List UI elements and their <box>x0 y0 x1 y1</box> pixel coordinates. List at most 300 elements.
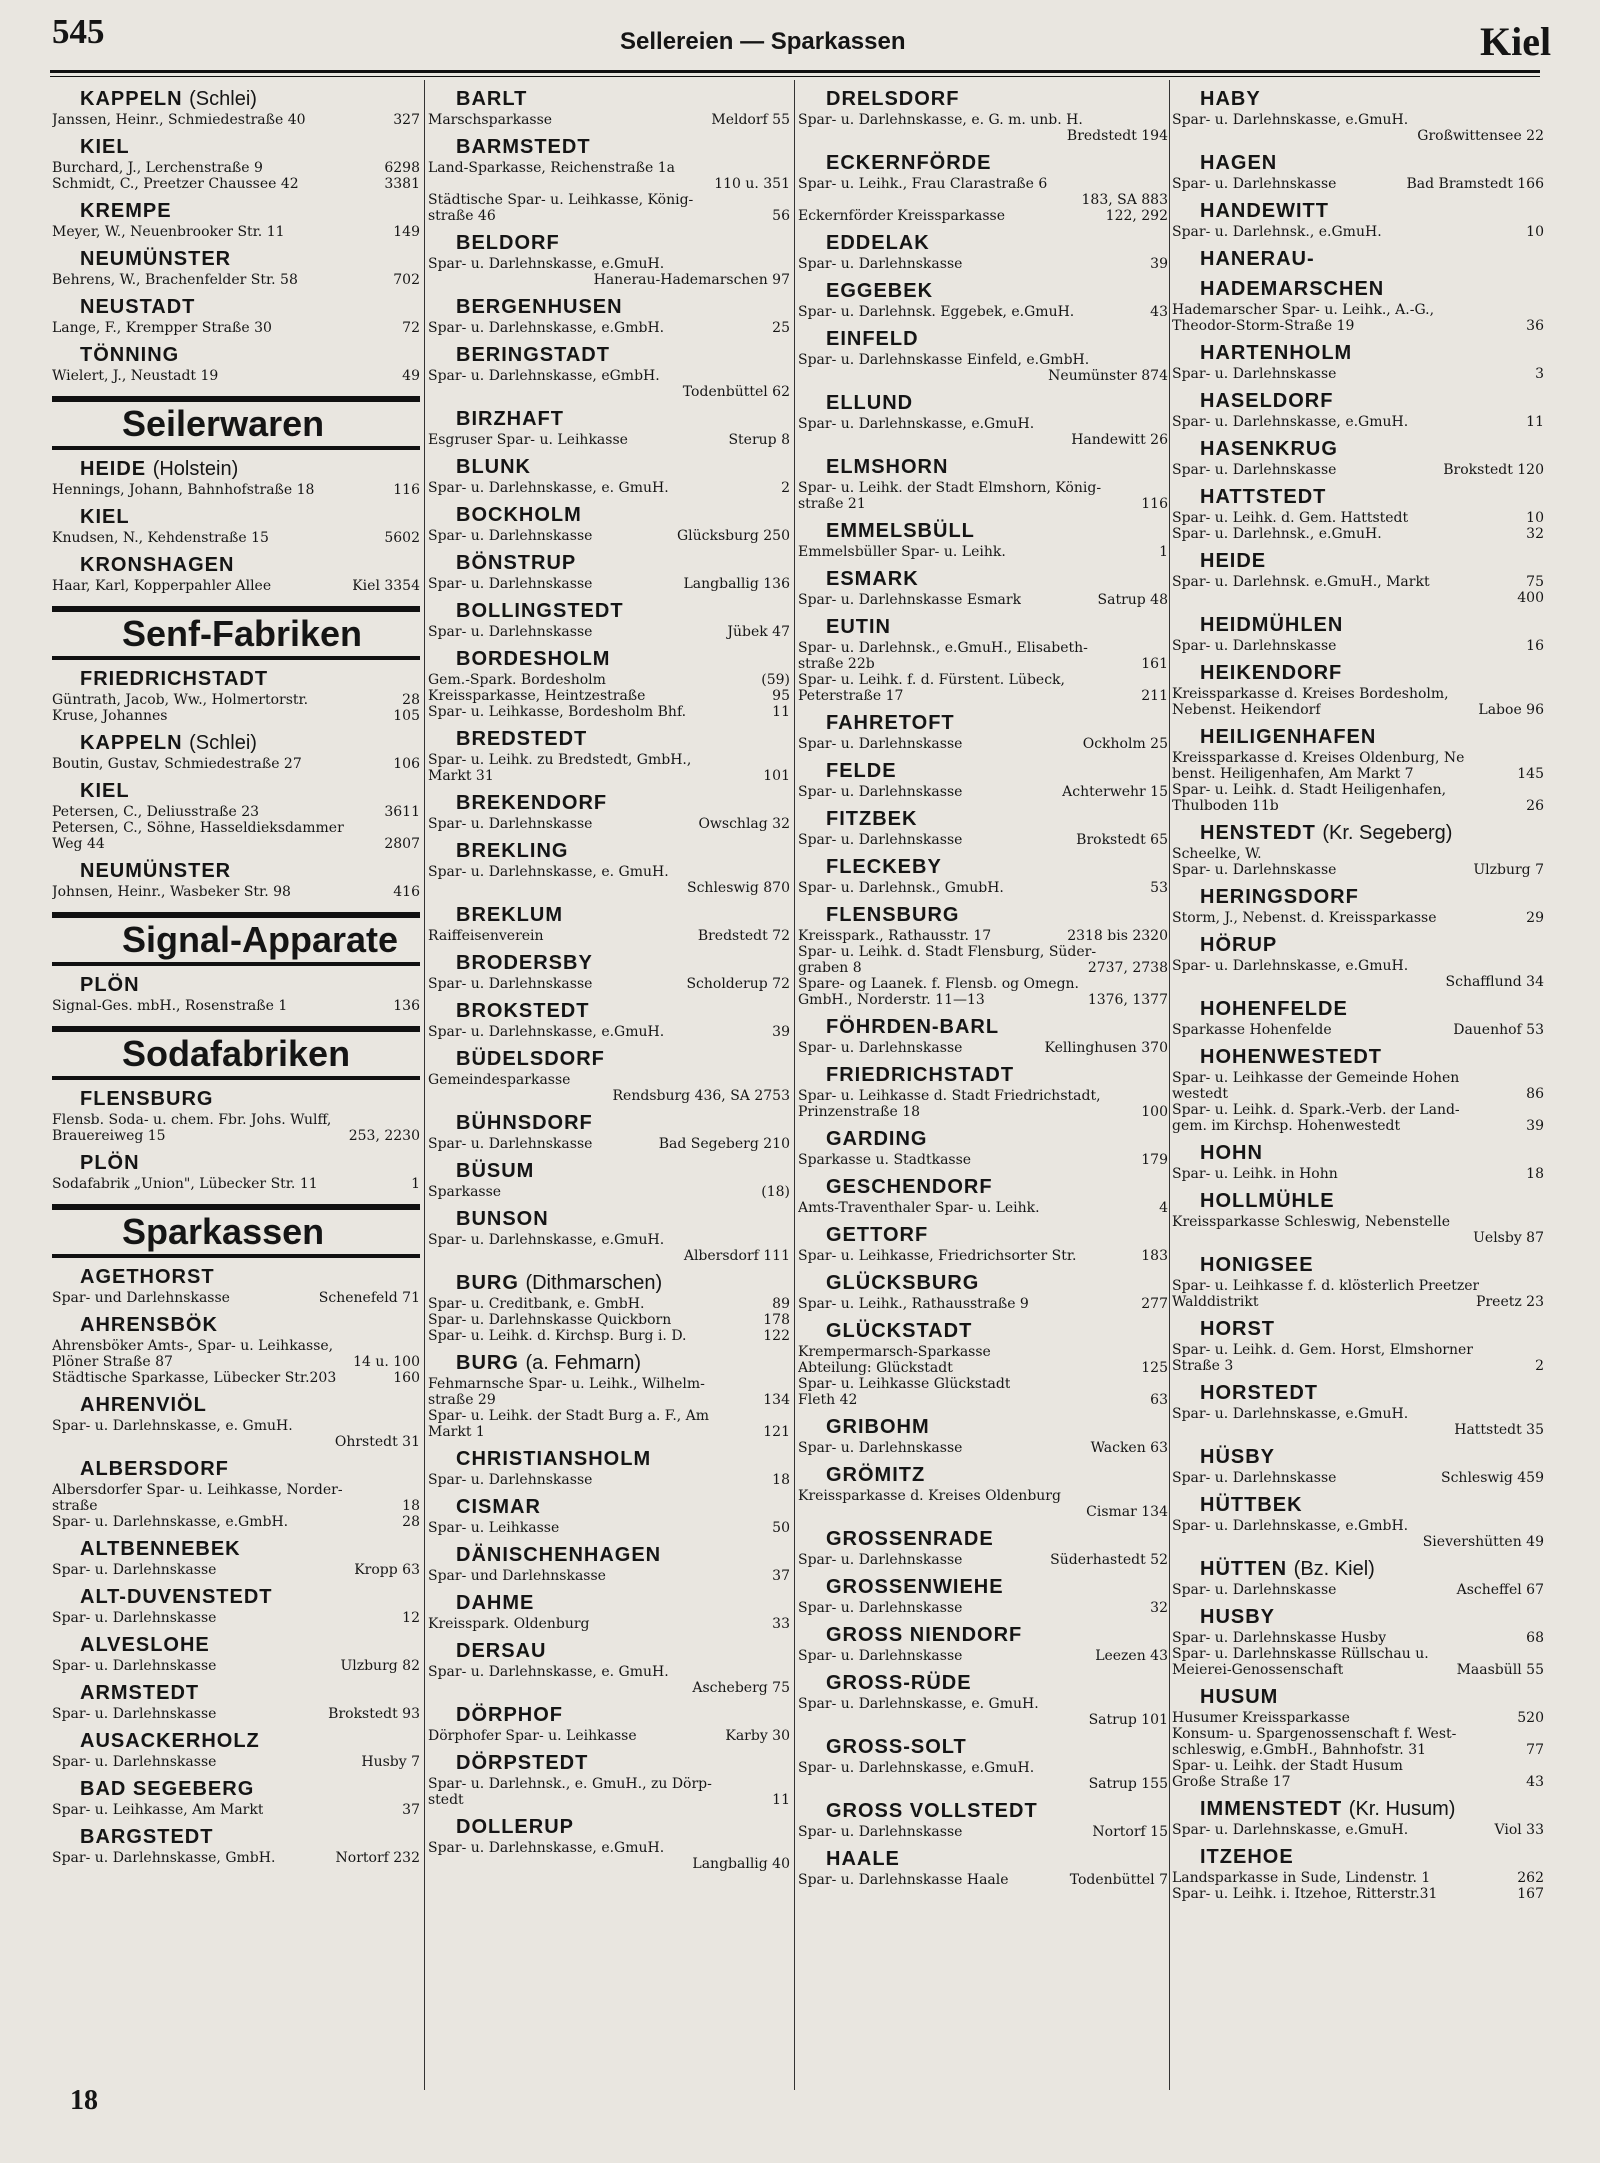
listing-phone <box>784 1072 790 1088</box>
place-name: FLENSBURG <box>80 1088 214 1110</box>
place-heading <box>80 88 420 110</box>
place-heading <box>80 1826 420 1848</box>
place-heading <box>456 1272 790 1294</box>
listing-phone: 12 <box>402 1610 420 1626</box>
listing-text: Esgruser Spar- u. Leihkasse <box>428 432 628 448</box>
listing-text: Spar- u. Darlehnsk. Eggebek, e.GmuH. <box>798 304 1075 320</box>
listing-row <box>1172 1166 1544 1182</box>
listing-text: Ahrensböker Amts-, Spar- u. Leihkasse, <box>52 1338 334 1354</box>
listing-row <box>798 352 1168 368</box>
listing-text: Spar- u. Darlehnsk. e.GmuH., Markt <box>1172 574 1430 590</box>
listing-phone <box>1162 416 1168 432</box>
place-name: HASENKRUG <box>1200 438 1338 460</box>
place-name: EDDELAK <box>826 232 930 254</box>
place-name: BIRZHAFT <box>456 408 564 430</box>
listing-row <box>428 256 790 272</box>
listing-phone <box>1538 1214 1544 1230</box>
listing-row <box>428 1232 790 1248</box>
listing-phone: 3381 <box>384 176 420 192</box>
place-heading <box>456 1208 790 1230</box>
listing-row <box>52 1176 420 1192</box>
listing-text: Spar- u. Darlehnskasse, e. GmuH. <box>428 864 669 880</box>
listing-phone: 50 <box>772 1520 790 1536</box>
listing-row <box>798 656 1168 672</box>
place-name: HAGEN <box>1200 152 1278 174</box>
place-heading <box>1200 1558 1544 1580</box>
listing-phone: 1 <box>1159 544 1168 560</box>
listing-text: Spar- u. Darlehnskasse, e.GmuH. <box>1172 958 1409 974</box>
listing-row <box>1172 750 1544 766</box>
listing-phone <box>1538 958 1544 974</box>
listing-text: Signal-Ges. mbH., Rosenstraße 1 <box>52 998 288 1014</box>
place-heading <box>456 1752 790 1774</box>
place-heading <box>1200 342 1544 364</box>
listing-phone: 145 <box>1517 766 1544 782</box>
listing-text: Behrens, W., Brachenfelder Str. 58 <box>52 272 298 288</box>
place-name: HOHENFELDE <box>1200 998 1348 1020</box>
listing-text: Sparkasse Hohenfelde <box>1172 1022 1332 1038</box>
place-name: AUSACKERHOLZ <box>80 1730 260 1752</box>
place-name: HÖRUP <box>1200 934 1278 956</box>
listing-phone: Schleswig 459 <box>1441 1470 1544 1486</box>
listing-phone: 121 <box>763 1424 790 1440</box>
place-name: GROSSENWIEHE <box>826 1576 1004 1598</box>
place-name: HANDEWITT <box>1200 200 1329 222</box>
listing-row <box>428 1024 790 1040</box>
listing-row <box>1172 974 1544 990</box>
listing-phone: Todenbüttel 7 <box>1069 1872 1168 1888</box>
place-qualifier: (Kr. Segeberg) <box>1322 822 1453 844</box>
listing-text: Spar- u. Leihk. zu Bredstedt, GmbH., <box>428 752 692 768</box>
listing-phone <box>784 752 790 768</box>
place-heading <box>826 1176 1168 1198</box>
listing-text: Spar- u. Darlehnskasse, e. GmuH. <box>428 1664 669 1680</box>
place-name: DÖRPSTEDT <box>456 1752 589 1774</box>
listing-row <box>1172 1870 1544 1886</box>
place-name: NEUMÜNSTER <box>80 860 232 882</box>
listing-row <box>52 1290 420 1306</box>
listing-phone: 400 <box>1517 590 1544 606</box>
listing-row <box>1172 910 1544 926</box>
listing-phone: Dauenhof 53 <box>1453 1022 1544 1038</box>
listing-phone: 116 <box>1141 496 1168 512</box>
listing-text: Spar- u. Leihk. der Stadt Burg a. F., Am <box>428 1408 710 1424</box>
listing-row <box>428 272 790 288</box>
listing-phone: 77 <box>1526 1742 1544 1758</box>
listing-phone: 3 <box>1535 366 1544 382</box>
listing-phone: 160 <box>393 1370 420 1386</box>
listing-text: Spar- u. Darlehnskasse <box>52 1706 217 1722</box>
place-heading <box>1200 726 1544 748</box>
listing-text: Spar- u. Darlehnskasse Esmark <box>798 592 1022 608</box>
running-title: Sellereien — Sparkassen <box>620 28 906 55</box>
place-heading <box>826 1464 1168 1486</box>
listing-row <box>1172 862 1544 878</box>
listing-text: Kreissparkasse, Heintzestraße <box>428 688 646 704</box>
listing-phone: 68 <box>1526 1630 1544 1646</box>
listing-phone <box>1538 1518 1544 1534</box>
listing-text: Lange, F., Krempper Straße 30 <box>52 320 272 336</box>
place-name: ELMSHORN <box>826 456 949 478</box>
listing-text: Spar- u. Darlehnskasse, e. GmuH. <box>798 1696 1039 1712</box>
listing-text: Spar- u. Darlehnskasse <box>52 1610 217 1626</box>
listing-row <box>428 1088 790 1104</box>
listing-row <box>428 208 790 224</box>
place-heading <box>456 232 790 254</box>
place-name: HÜSBY <box>1200 1446 1276 1468</box>
listing-phone <box>1162 1088 1168 1104</box>
listing-row <box>1172 686 1544 702</box>
listing-text: GmbH., Norderstr. 11—13 <box>798 992 985 1008</box>
listing-row <box>428 1568 790 1584</box>
place-heading <box>456 1048 790 1070</box>
listing-phone: Preetz 23 <box>1476 1294 1544 1310</box>
listing-phone: Ulzburg 7 <box>1473 862 1544 878</box>
listing-text: Spar- u. Darlehnskasse <box>1172 366 1337 382</box>
listing-phone <box>1162 480 1168 496</box>
listing-row <box>798 208 1168 224</box>
listing-row <box>428 1328 790 1344</box>
listing-phone: Ohrstedt 31 <box>334 1434 420 1450</box>
listing-phone: Hanerau-Hademarschen 97 <box>593 272 790 288</box>
listing-text: Straße 3 <box>1172 1358 1234 1374</box>
column-divider <box>1169 80 1170 2090</box>
place-name: HARTENHOLM <box>1200 342 1353 364</box>
listing-text: Güntrath, Jacob, Ww., Holmertorstr. <box>52 692 309 708</box>
listing-phone: 11 <box>772 704 790 720</box>
listing-text: Konsum- u. Spargenossenschaft f. West- <box>1172 1726 1457 1742</box>
listing-text: Spar- u. Darlehnskasse <box>428 1472 593 1488</box>
listing-row <box>428 1680 790 1696</box>
place-heading <box>826 88 1168 110</box>
place-name: GROSS VOLLSTEDT <box>826 1800 1038 1822</box>
place-heading <box>826 1320 1168 1342</box>
listing-phone: Satrup 155 <box>1088 1776 1168 1792</box>
place-heading <box>1200 550 1544 572</box>
place-name: HUSBY <box>1200 1606 1276 1628</box>
listing-row <box>428 928 790 944</box>
place-heading <box>456 88 790 110</box>
listing-phone: Satrup 101 <box>1088 1712 1168 1728</box>
place-name: GETTORF <box>826 1224 929 1246</box>
listing-row <box>428 672 790 688</box>
listing-row <box>428 160 790 176</box>
listing-phone <box>1162 976 1168 992</box>
place-qualifier: (Bz. Kiel) <box>1293 1558 1375 1580</box>
listing-text: Amts-Traventhaler Spar- u. Leihk. <box>798 1200 1040 1216</box>
listing-row <box>428 704 790 720</box>
place-name: ALBERSDORF <box>80 1458 229 1480</box>
place-heading <box>826 712 1168 734</box>
listing-text: Spar- u. Darlehnsk., e.GmuH. <box>1172 526 1382 542</box>
listing-row <box>52 368 420 384</box>
place-name: HÜTTEN <box>1200 1558 1288 1580</box>
listing-row <box>1172 414 1544 430</box>
listing-text: Spar- u. Darlehnskasse Husby <box>1172 1630 1387 1646</box>
listing-phone: 39 <box>1150 256 1168 272</box>
place-name: HAALE <box>826 1848 900 1870</box>
listing-phone <box>1538 1102 1544 1118</box>
listing-text: Peterstraße 17 <box>798 688 904 704</box>
listing-row <box>428 480 790 496</box>
place-qualifier: (Dithmarschen) <box>525 1272 663 1294</box>
listing-text: Meyer, W., Neuenbrooker Str. 11 <box>52 224 285 240</box>
listing-row <box>798 176 1168 192</box>
listing-phone: 122, 292 <box>1105 208 1168 224</box>
listing-phone: Kropp 63 <box>354 1562 420 1578</box>
listing-phone: Sievershütten 49 <box>1422 1534 1544 1550</box>
place-heading <box>826 568 1168 590</box>
listing-row <box>52 1338 420 1354</box>
listing-phone <box>1538 782 1544 798</box>
listing-text: Raiffeisenverein <box>428 928 544 944</box>
listing-phone: 1376, 1377 <box>1087 992 1168 1008</box>
listing-row <box>52 1706 420 1722</box>
place-name: BURG <box>456 1272 519 1294</box>
place-heading <box>1200 152 1544 174</box>
listing-phone: Maasbüll 55 <box>1456 1662 1544 1678</box>
listing-row <box>1172 1726 1544 1742</box>
place-heading <box>1200 1686 1544 1708</box>
listing-row <box>798 1152 1168 1168</box>
listing-phone: Wacken 63 <box>1090 1440 1168 1456</box>
listing-text: Spar- u. Darlehnskasse <box>798 256 963 272</box>
listing-phone: Nortorf 15 <box>1092 1824 1168 1840</box>
listing-row <box>1172 1630 1544 1646</box>
listing-phone: Jübek 47 <box>727 624 790 640</box>
listing-phone <box>1538 846 1544 862</box>
place-heading <box>826 328 1168 350</box>
place-name: BARMSTEDT <box>456 136 591 158</box>
place-heading <box>456 792 790 814</box>
listing-row <box>798 1824 1168 1840</box>
listing-phone <box>784 1664 790 1680</box>
listing-phone <box>784 1376 790 1392</box>
listing-phone: 211 <box>1141 688 1168 704</box>
place-name: BAD SEGEBERG <box>80 1778 255 1800</box>
place-heading <box>1200 998 1544 1020</box>
place-heading <box>826 1736 1168 1758</box>
listing-phone: 43 <box>1526 1774 1544 1790</box>
listing-row <box>428 528 790 544</box>
listing-phone: Kiel 3354 <box>352 578 420 594</box>
listing-text: Krempermarsch-Sparkasse <box>798 1344 991 1360</box>
listing-row <box>1172 1214 1544 1230</box>
place-name: NEUSTADT <box>80 296 196 318</box>
listing-text: Haar, Karl, Kopperpahler Allee <box>52 578 272 594</box>
place-heading <box>456 1544 790 1566</box>
listing-row <box>52 1434 420 1450</box>
place-name: DERSAU <box>456 1640 547 1662</box>
listing-row <box>1172 1534 1544 1550</box>
section-rule <box>52 1076 420 1080</box>
listing-phone: Nortorf 232 <box>335 1850 420 1866</box>
listing-row <box>428 1072 790 1088</box>
listing-row <box>428 1792 790 1808</box>
place-heading <box>456 408 790 430</box>
place-name: BERINGSTADT <box>456 344 610 366</box>
listing-text: Walddistrikt <box>1172 1294 1259 1310</box>
section-title: Signal-Apparate <box>122 919 399 960</box>
listing-row <box>798 480 1168 496</box>
listing-phone: Kellinghusen 370 <box>1044 1040 1168 1056</box>
listing-text: stedt <box>428 1792 464 1808</box>
place-heading <box>826 1224 1168 1246</box>
place-name: DRELSDORF <box>826 88 960 110</box>
listing-phone: Bad Bramstedt 166 <box>1406 176 1544 192</box>
listing-phone: Achterwehr 15 <box>1062 784 1168 800</box>
listing-phone <box>1538 112 1544 128</box>
listing-text: Spar- u. Darlehnskasse <box>798 736 963 752</box>
listing-row <box>1172 462 1544 478</box>
listing-row <box>428 816 790 832</box>
listing-phone: 2737, 2738 <box>1087 960 1168 976</box>
place-heading <box>80 296 420 318</box>
listing-text: Spar- u. Darlehnskasse <box>798 1600 963 1616</box>
listing-text: Kreissparkasse d. Kreises Oldenburg <box>798 1488 1061 1504</box>
place-heading <box>80 1394 420 1416</box>
place-heading <box>80 668 420 690</box>
listing-text: westedt <box>1172 1086 1228 1102</box>
listing-text: Spar- u. Darlehnskasse <box>798 832 963 848</box>
listing-row <box>798 1600 1168 1616</box>
listing-phone: Cismar 134 <box>1086 1504 1168 1520</box>
listing-phone <box>784 1840 790 1856</box>
listing-row <box>1172 1742 1544 1758</box>
column-3 <box>798 80 1168 2090</box>
place-name: BROKSTEDT <box>456 1000 590 1022</box>
listing-row <box>1172 366 1544 382</box>
listing-text: Nebenst. Heikendorf <box>1172 702 1321 718</box>
listing-text: Spar- u. Darlehnskasse, e. GmuH. <box>428 480 669 496</box>
listing-row <box>428 1472 790 1488</box>
place-heading <box>456 504 790 526</box>
listing-phone: 125 <box>1141 1360 1168 1376</box>
listing-row <box>1172 128 1544 144</box>
listing-row <box>798 544 1168 560</box>
place-name: GROSS-RÜDE <box>826 1672 972 1694</box>
listing-row <box>428 864 790 880</box>
place-heading <box>1200 1382 1544 1404</box>
listing-row <box>52 112 420 128</box>
listing-phone: 39 <box>772 1024 790 1040</box>
place-heading <box>456 1352 790 1374</box>
listing-phone: 116 <box>393 482 420 498</box>
place-heading <box>456 1000 790 1022</box>
listing-phone: 10 <box>1526 224 1544 240</box>
listing-row <box>1172 1518 1544 1534</box>
listing-phone: Brokstedt 93 <box>328 1706 420 1722</box>
listing-row <box>798 1440 1168 1456</box>
listing-phone: 2 <box>1535 1358 1544 1374</box>
place-heading <box>826 1064 1168 1086</box>
listing-row <box>1172 1086 1544 1102</box>
listing-phone: Großwittensee 22 <box>1417 128 1544 144</box>
place-name: ALT-DUVENSTEDT <box>80 1586 273 1608</box>
place-name: GLÜCKSTADT <box>826 1320 973 1342</box>
listing-phone <box>1538 750 1544 766</box>
listing-text: Spar- u. Darlehnskasse <box>428 528 593 544</box>
place-name: HEIDMÜHLEN <box>1200 614 1344 636</box>
listing-text: Spar- u. Leihk. der Stadt Elmshorn, König- <box>798 480 1102 496</box>
listing-phone: Handewitt 26 <box>1071 432 1168 448</box>
listing-phone: 49 <box>402 368 420 384</box>
place-heading <box>1200 438 1544 460</box>
place-name: TÖNNING <box>80 344 180 366</box>
listing-row <box>428 1296 790 1312</box>
listing-text: Husumer Kreissparkasse <box>1172 1710 1350 1726</box>
listing-text: Spar- u. Leihk. d. Gem. Horst, Elmshorner <box>1172 1342 1473 1358</box>
place-name: HOLLMÜHLE <box>1200 1190 1335 1212</box>
listing-phone: 11 <box>1526 414 1544 430</box>
listing-phone <box>1538 1070 1544 1086</box>
place-name: FLENSBURG <box>826 904 960 926</box>
listing-text: Boutin, Gustav, Schmiedestraße 27 <box>52 756 302 772</box>
place-name: GROSS-SOLT <box>826 1736 967 1758</box>
place-name: KAPPELN <box>80 732 183 754</box>
listing-phone <box>784 368 790 384</box>
listing-text: Weg 44 <box>52 836 105 852</box>
listing-row <box>798 128 1168 144</box>
place-heading <box>456 1448 790 1470</box>
listing-text: Spar- u. Darlehnskasse Quickborn <box>428 1312 672 1328</box>
listing-row <box>428 752 790 768</box>
place-heading <box>80 344 420 366</box>
listing-text: Storm, J., Nebenst. d. Kreissparkasse <box>1172 910 1437 926</box>
listing-phone: 11 <box>772 1792 790 1808</box>
listing-row <box>798 1392 1168 1408</box>
place-heading <box>456 344 790 366</box>
listing-phone: Viol 33 <box>1494 1822 1544 1838</box>
listing-phone <box>1162 112 1168 128</box>
place-name: NEUMÜNSTER <box>80 248 232 270</box>
listing-phone: 6298 <box>384 160 420 176</box>
listing-text: Spar- u. Creditbank, e. GmbH. <box>428 1296 645 1312</box>
listing-phone: 28 <box>402 692 420 708</box>
listing-text: Spar- u. Darlehnskasse, e.GmuH. <box>428 1024 665 1040</box>
listing-phone: 327 <box>393 112 420 128</box>
listing-phone: Ulzburg 82 <box>340 1658 420 1674</box>
listing-text: Kreisspark., Rathausstr. 17 <box>798 928 992 944</box>
listing-text: Spar- u. Darlehnskasse <box>1172 176 1337 192</box>
listing-row <box>798 304 1168 320</box>
listing-phone <box>784 864 790 880</box>
place-name: FELDE <box>826 760 897 782</box>
place-heading <box>826 152 1168 174</box>
place-name: ECKERNFÖRDE <box>826 152 992 174</box>
listing-phone <box>414 820 420 836</box>
place-name: GRIBOHM <box>826 1416 930 1438</box>
listing-text: Spar- u. Darlehnskasse, e.GmuH. <box>798 416 1035 432</box>
listing-phone: Ascheffel 67 <box>1456 1582 1544 1598</box>
listing-row <box>798 432 1168 448</box>
listing-text: Prinzenstraße 18 <box>798 1104 921 1120</box>
listing-text: Brauereiweg 15 <box>52 1128 166 1144</box>
listing-row <box>428 1728 790 1744</box>
listing-text: Marschsparkasse <box>428 112 553 128</box>
listing-row <box>798 496 1168 512</box>
listing-text: Markt 31 <box>428 768 494 784</box>
place-qualifier: (Schlei) <box>189 88 257 110</box>
listing-text: Spar- u. Darlehnskasse, e.GmuH. <box>428 1232 665 1248</box>
place-heading <box>1200 390 1544 412</box>
listing-phone: Ascheberg 75 <box>692 1680 790 1696</box>
listing-row <box>798 944 1168 960</box>
listing-text: straße 22b <box>798 656 875 672</box>
listing-phone: 18 <box>402 1498 420 1514</box>
section-heading <box>52 912 420 966</box>
listing-row <box>428 1856 790 1872</box>
